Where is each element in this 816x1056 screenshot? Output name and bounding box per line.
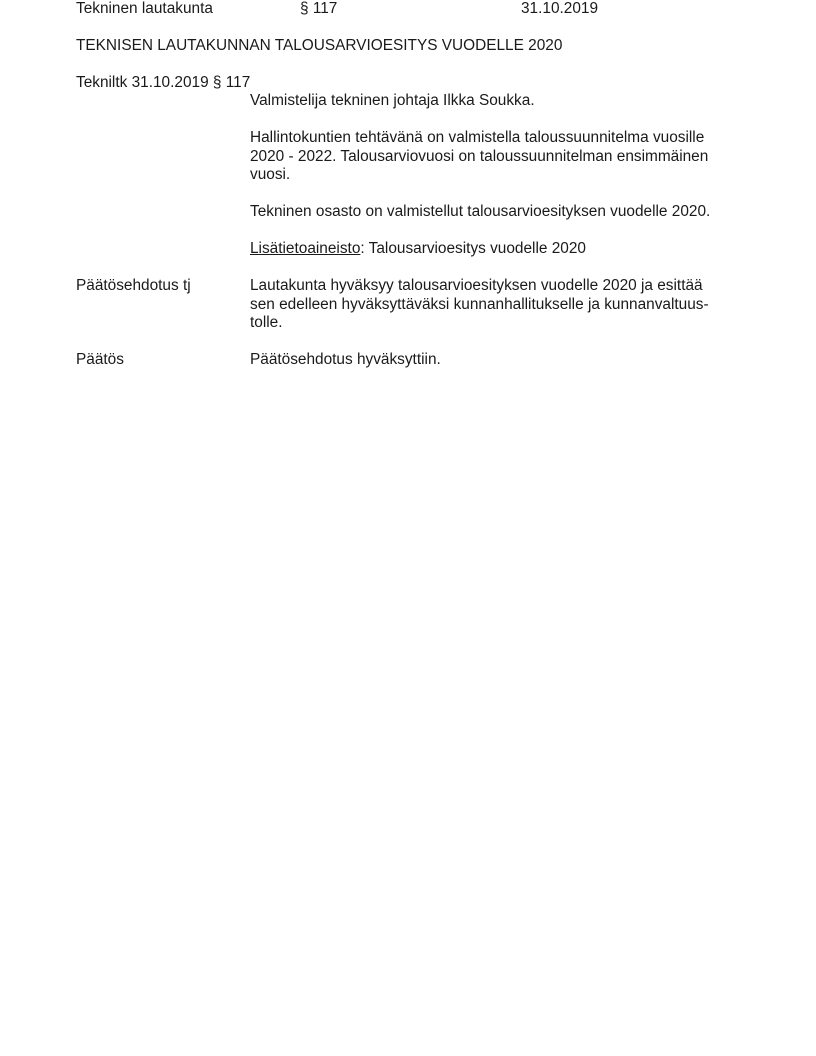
reference-line: Tekniltk 31.10.2019 § 117 xyxy=(76,74,251,91)
attachment-line xyxy=(250,240,750,259)
document-title: TEKNISEN LAUTAKUNNAN TALOUSARVIOESITYS VUODELLE 2020 xyxy=(76,37,563,54)
proposal-line: sen edelleen hyväksyttäväksi kunnanhallitukselle ja kunnanvaltuus- xyxy=(250,295,709,313)
proposal-line: Lautakunta hyväksyy talousarvioesityksen vuodelle 2020 ja esittää xyxy=(250,277,703,294)
meeting-date: 31.10.2019 xyxy=(521,0,599,17)
body-paragraph-1-line: Hallintokuntien tehtävänä on valmistella taloussuunnitelma vuosille xyxy=(250,129,705,146)
committee-name: Tekninen lautakunta xyxy=(76,0,213,17)
decision-text: Päätösehdotus hyväksyttiin. xyxy=(250,351,441,368)
proposal-text xyxy=(250,277,750,333)
decision-label: Päätös xyxy=(76,351,124,368)
attachment-link[interactable]: Lisätietoaineisto xyxy=(250,240,361,257)
attachment-text: : Talousarvioesitys vuodelle 2020 xyxy=(360,240,586,257)
proposal-line: tolle. xyxy=(250,314,283,331)
body-paragraph-2: Tekninen osasto on valmistellut talousarvioesityksen vuodelle 2020. xyxy=(250,203,711,220)
body-paragraph-1-line: 2020 - 2022. Talousarviovuosi on taloussuunnitelman ensimmäinen xyxy=(250,147,709,165)
proposal-label: Päätösehdotus tj xyxy=(76,277,191,294)
preparer-line: Valmistelija tekninen johtaja Ilkka Soukka. xyxy=(250,92,535,109)
section-number: § 117 xyxy=(300,0,338,17)
body-paragraph-1-line: vuosi. xyxy=(250,166,291,183)
body-paragraph-1 xyxy=(250,129,750,185)
